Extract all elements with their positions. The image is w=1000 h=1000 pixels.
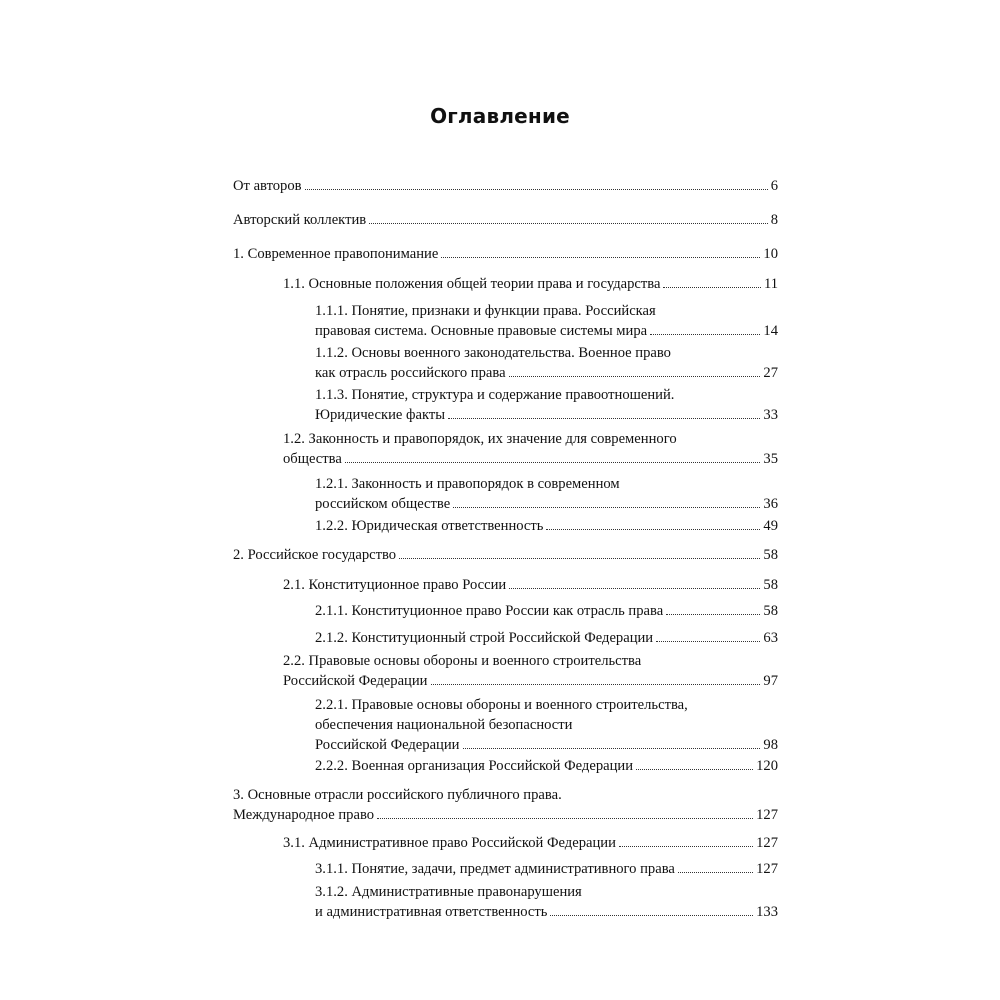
toc-entry[interactable] [315, 343, 778, 383]
toc-entry-text: российском обществе [315, 496, 451, 512]
page-title: Оглавление [430, 104, 570, 128]
toc-page-number: 58 [763, 547, 778, 563]
dot-leader [453, 507, 760, 508]
toc-entry-text: 2.2.1. Правовые основы обороны и военного строительства, [315, 697, 688, 713]
toc-page-number: 11 [763, 276, 778, 292]
toc-entry[interactable] [233, 545, 778, 565]
toc-page-number: 35 [763, 451, 778, 467]
toc-entry-text: 1.2.1. Законность и правопорядок в современном [315, 476, 620, 492]
dot-leader [663, 287, 761, 288]
toc-entry-text: 2.1. Конституционное право России [283, 577, 507, 593]
dot-leader [441, 257, 760, 258]
toc-entry-text: правовая система. Основные правовые системы мира [315, 323, 648, 339]
toc-entry-text: общества [283, 451, 342, 467]
dot-leader [619, 846, 753, 847]
dot-leader [650, 334, 760, 335]
toc-page-number: 98 [763, 737, 778, 753]
dot-leader [666, 614, 760, 615]
toc-page-number: 6 [770, 178, 778, 194]
toc-entry-text: 1.1.2. Основы военного законодательства. Военное право [315, 345, 671, 361]
toc-page-number: 10 [763, 246, 778, 262]
toc-entry-text: 2.2.2. Военная организация Российской Федерации [315, 758, 634, 774]
toc-entry-text: обеспечения национальной безопасности [315, 717, 573, 733]
toc-page-number: 33 [763, 407, 778, 423]
toc-entry-text: 3. Основные отрасли российского публичного права. [233, 787, 562, 803]
dot-leader [656, 641, 760, 642]
toc-entry[interactable] [283, 429, 778, 469]
toc-page-number: 127 [756, 835, 778, 851]
toc-entry-text: От авторов [233, 178, 302, 194]
toc-page-number: 27 [763, 365, 778, 381]
toc-entry-text: 3.1.1. Понятие, задачи, предмет административного права [315, 861, 675, 877]
toc-entry[interactable] [283, 575, 778, 595]
toc-entry-text: 3.1.2. Административные правонарушения [315, 884, 582, 900]
dot-leader [463, 748, 761, 749]
toc-page-number: 127 [756, 807, 778, 823]
toc-page-number: 36 [763, 496, 778, 512]
toc-page-number: 133 [756, 904, 778, 920]
toc-entry[interactable] [315, 882, 778, 922]
toc-entry[interactable] [283, 833, 778, 853]
toc-page-number: 49 [763, 518, 778, 534]
toc-entry-text: Авторский коллектив [233, 212, 367, 228]
toc-entry[interactable] [315, 601, 778, 621]
toc-entry[interactable] [233, 244, 778, 264]
toc-entry-text: 1.1. Основные положения общей теории права и государства [283, 276, 661, 292]
toc-entry[interactable] [315, 385, 778, 425]
toc-entry-text: 1.1.3. Понятие, структура и содержание правоотношений. [315, 387, 675, 403]
toc-page-number: 14 [763, 323, 778, 339]
toc-entry-text: Российской Федерации [315, 737, 460, 753]
dot-leader [678, 872, 753, 873]
dot-leader [305, 189, 768, 190]
dot-leader [399, 558, 760, 559]
dot-leader [509, 376, 761, 377]
toc-entry[interactable] [233, 785, 778, 825]
dot-leader [377, 818, 753, 819]
toc-page-number: 8 [770, 212, 778, 228]
toc-entry-text: Российской Федерации [283, 673, 428, 689]
toc-entry-text: и административная ответственность [315, 904, 548, 920]
dot-leader [345, 462, 761, 463]
toc-entry[interactable] [233, 176, 778, 196]
toc-entry[interactable] [283, 274, 778, 294]
toc-entry-text: как отрасль российского права [315, 365, 506, 381]
toc-entry-text: 2.1.2. Конституционный строй Российской Федерации [315, 630, 654, 646]
toc-entry[interactable] [315, 474, 778, 514]
toc-entry-text: 1. Современное правопонимание [233, 246, 439, 262]
toc-entry-text: Юридические факты [315, 407, 446, 423]
toc-entry[interactable] [315, 756, 778, 776]
toc-page-number: 127 [756, 861, 778, 877]
toc-entry-text: 2.2. Правовые основы обороны и военного строительства [283, 653, 642, 669]
toc-entry[interactable] [315, 628, 778, 648]
toc-entry[interactable] [315, 516, 778, 536]
toc-entry-text: 3.1. Административное право Российской Федерации [283, 835, 616, 851]
toc-entry-text: 2. Российское государство [233, 547, 397, 563]
dot-leader [636, 769, 753, 770]
dot-leader [448, 418, 760, 419]
toc-entry-text: Международное право [233, 807, 375, 823]
toc-entry-text: 1.2. Законность и правопорядок, их значение для современного [283, 431, 677, 447]
dot-leader [546, 529, 760, 530]
toc-page-number: 97 [763, 673, 778, 689]
toc-page-number: 58 [763, 603, 778, 619]
dot-leader [550, 915, 753, 916]
toc-entry[interactable] [283, 651, 778, 691]
toc-entry-text: 1.2.2. Юридическая ответственность [315, 518, 544, 534]
toc-entry-text: 2.1.1. Конституционное право России как отрасль права [315, 603, 664, 619]
toc-entry-text: 1.1.1. Понятие, признаки и функции права. Российская [315, 303, 656, 319]
dot-leader [431, 684, 761, 685]
toc-page-number: 58 [763, 577, 778, 593]
toc-entry[interactable] [315, 301, 778, 341]
toc-page-number: 120 [756, 758, 778, 774]
toc-entry[interactable] [315, 695, 778, 755]
toc-entry[interactable] [315, 859, 778, 879]
toc-page-number: 63 [763, 630, 778, 646]
toc-entry[interactable] [233, 210, 778, 230]
dot-leader [369, 223, 768, 224]
dot-leader [509, 588, 760, 589]
